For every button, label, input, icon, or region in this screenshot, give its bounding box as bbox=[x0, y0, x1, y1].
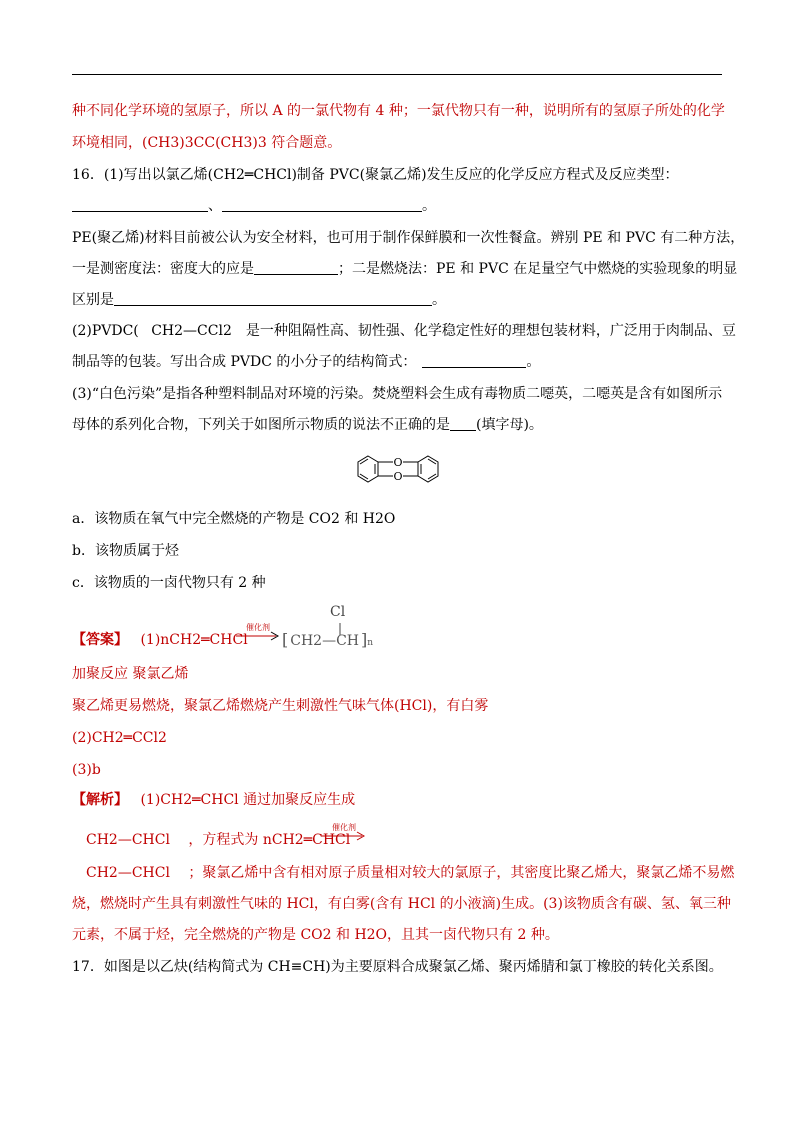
pe-text-b: ；二是燃烧法：PE 和 PVC 在足量空气中燃烧的实验现象的明显 bbox=[338, 261, 738, 277]
answer-blank-density[interactable] bbox=[254, 260, 338, 275]
q17-stem: 17．如图是以乙炔(结构简式为 CH≡CH)为主要原料合成聚氯乙烯、聚丙烯腈和氯丁橡胶的转化关系图。 bbox=[72, 959, 723, 975]
answer-line-2: 加聚反应 聚氯乙烯 bbox=[72, 666, 189, 682]
q16-part3-line-1: (3)“白色污染”是指各种塑料制品对环境的污染。焚烧塑料会生成有毒物质二噁英，二噁英是含有如图所示 bbox=[72, 386, 723, 402]
pe-text-c: 区别是 bbox=[72, 292, 114, 308]
dioxin-structure-diagram bbox=[338, 444, 458, 494]
answer-equation-left: (1)nCH2═CHCl bbox=[140, 632, 248, 648]
answer-blank-monomer[interactable] bbox=[422, 353, 526, 368]
catalyst-label: 催化剂 bbox=[246, 623, 270, 632]
polymer-unit: CH2—CH bbox=[290, 633, 359, 649]
analysis-line-1 bbox=[72, 790, 355, 810]
q16-pe-line-1: PE(聚乙烯)材料目前被公认为安全材料，也可用于制作保鲜膜和一次性餐盒。辨别 PE 和 PVC 有二种方法， bbox=[72, 230, 745, 246]
answer-line-4: (2)CH2═CCl2 bbox=[72, 730, 167, 746]
prev-answer-line-2: 环境相同，(CH3)3CC(CH3)3 符合题意。 bbox=[72, 135, 342, 151]
oxygen-atom-top: O bbox=[393, 456, 403, 469]
analysis-text-3: ；聚氯乙烯中含有相对原子质量相对较大的氯原子，其密度比聚乙烯大，聚氯乙烯不易燃 bbox=[188, 865, 735, 881]
pe-text-a: 一是测密度法：密度大的应是 bbox=[72, 261, 254, 277]
q16-part2-line-2 bbox=[72, 352, 540, 372]
pvdc-end: 。 bbox=[526, 354, 541, 370]
pe-text-d: 。 bbox=[432, 292, 446, 308]
answer-blank-difference[interactable] bbox=[114, 291, 432, 306]
oxygen-atom-bottom: O bbox=[393, 470, 403, 483]
separator: 、 bbox=[208, 198, 222, 214]
pvdc-desc: 是一种阻隔性高、韧性强、化学稳定性好的理想包装材料，广泛用于肉制品、豆 bbox=[245, 323, 736, 339]
polymer-n: n bbox=[367, 638, 374, 648]
analysis-line-4: 烧，燃烧时产生具有刺激性气味的 HCl，有白雾(含有 HCl 的小液滴)生成。(3)该物质含有碳、氢、氧三种 bbox=[72, 896, 731, 912]
q16-pe-line-2 bbox=[72, 259, 737, 279]
analysis-unit-1: CH2—CHCl bbox=[86, 832, 170, 848]
analysis-reaction-arrow bbox=[320, 820, 368, 846]
pvdc-prefix: (2)PVDC( bbox=[72, 323, 139, 339]
analysis-catalyst-label: 催化剂 bbox=[332, 823, 356, 832]
answer-line-1 bbox=[72, 630, 248, 650]
answer-line-5: (3)b bbox=[72, 762, 101, 778]
header-rule bbox=[72, 74, 722, 75]
option-b: b．该物质属于烃 bbox=[72, 543, 179, 559]
option-c: c．该物质的一卤代物只有 2 种 bbox=[72, 575, 266, 591]
answer-blank-type[interactable] bbox=[222, 197, 422, 212]
analysis-line-2 bbox=[86, 830, 350, 850]
analysis-line-3 bbox=[86, 863, 734, 883]
analysis-line-5: 元素，不属于烃，完全燃烧的产物是 CO2 和 H2O，且其一卤代物只有 2 种。 bbox=[72, 927, 559, 943]
answer-tag: 【答案】 bbox=[72, 632, 128, 648]
polymer-cl-label: Cl bbox=[330, 604, 346, 620]
part3-question: 母体的系列化合物，下列关于如图所示物质的说法不正确的是 bbox=[72, 417, 450, 433]
answer-line-3: 聚乙烯更易燃烧，聚氯乙烯燃烧产生刺激性气味气体(HCl)，有白雾 bbox=[72, 698, 489, 714]
q16-part3-line-2 bbox=[72, 415, 543, 435]
polymer-structure: [ CH2—CH ]n bbox=[282, 630, 374, 649]
analysis-tag: 【解析】 bbox=[72, 792, 128, 808]
analysis-text-2: ，方程式为 nCH2═CHCl bbox=[188, 832, 351, 848]
pvdc-unit: CH2—CCl2 bbox=[151, 323, 232, 339]
answer-blank-choice[interactable] bbox=[450, 416, 476, 431]
option-a: a．该物质在氧气中完全燃烧的产物是 CO2 和 H2O bbox=[72, 511, 396, 527]
q16-part2-line-1 bbox=[72, 321, 736, 341]
analysis-unit-2: CH2—CHCl bbox=[86, 865, 170, 881]
period: 。 bbox=[422, 198, 436, 214]
reaction-arrow bbox=[234, 620, 282, 646]
q16-blanks-row bbox=[72, 196, 436, 216]
part3-suffix: (填字母)。 bbox=[476, 417, 543, 433]
prev-answer-line-1: 种不同化学环境的氢原子，所以 A 的一氯代物有 4 种；一氯代物只有一种，说明所有的氢原子所处的化学 bbox=[72, 103, 725, 119]
answer-blank-equation[interactable] bbox=[72, 197, 208, 212]
analysis-text-1: (1)CH2═CHCl 通过加聚反应生成 bbox=[140, 792, 356, 808]
q16-pe-line-3 bbox=[72, 290, 446, 310]
pvdc-question: 制品等的包装。写出合成 PVDC 的小分子的结构简式： bbox=[72, 354, 417, 370]
q16-stem: 16．(1)写出以氯乙烯(CH2═CHCl)制备 PVC(聚氯乙烯)发生反应的化学反应方程式及反应类型： bbox=[72, 167, 679, 183]
